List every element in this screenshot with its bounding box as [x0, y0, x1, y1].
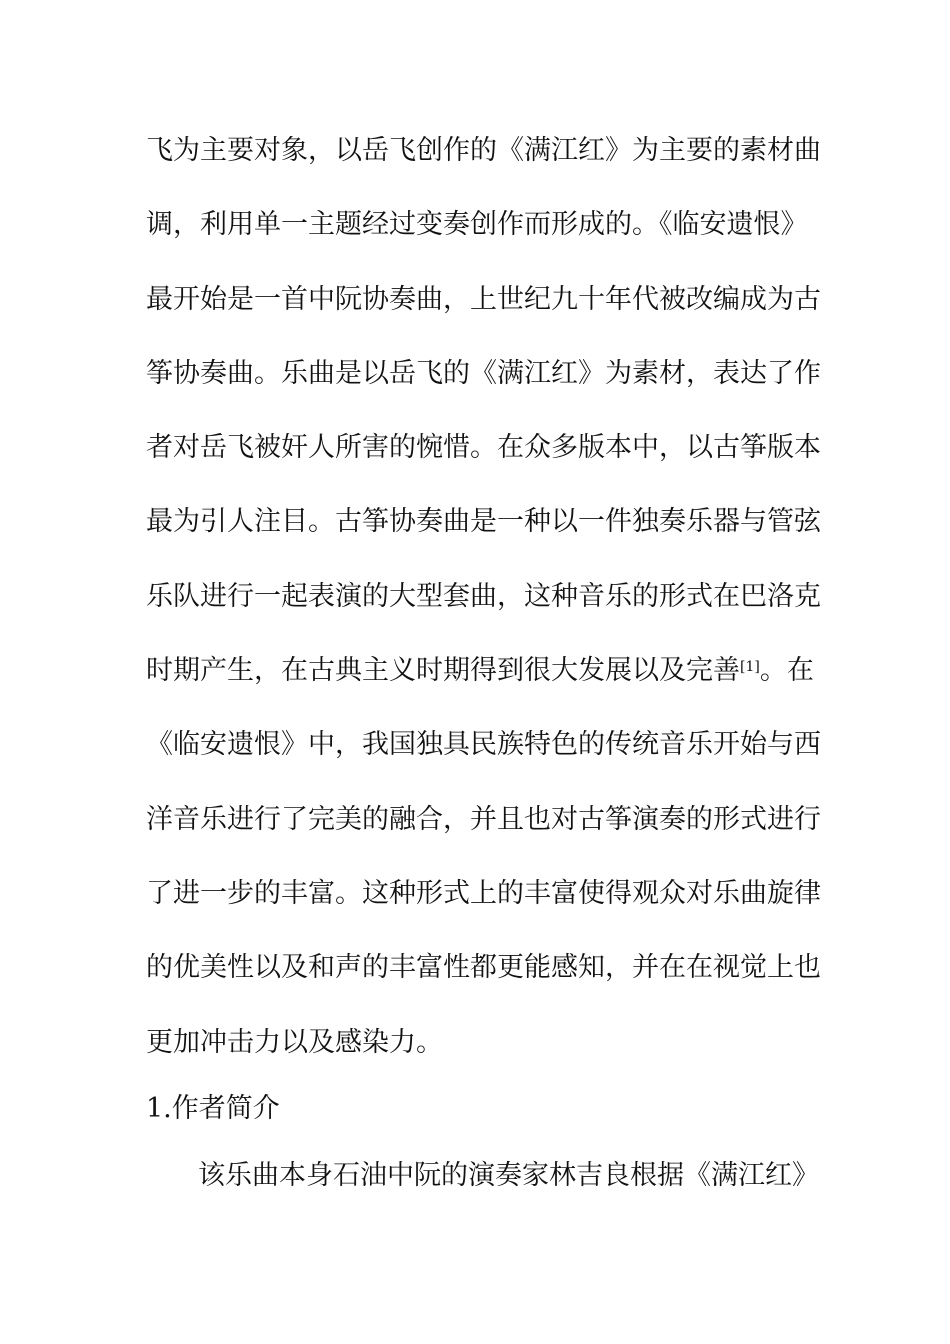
body-text-segment: 。在 [759, 655, 814, 686]
body-text-line: 调，利用单一主题经过变奏创作而形成的。《临安遗恨》 [146, 209, 808, 240]
body-text-line: 最开始是一首中阮协奏曲，上世纪九十年代被改编成为古 [146, 284, 821, 315]
body-text-line: 筝协奏曲。乐曲是以岳飞的《满江红》为素材，表达了作 [146, 358, 821, 389]
body-text-line: 更加冲击力以及感染力。 [146, 1027, 443, 1058]
body-text-line: 者对岳飞被奸人所害的惋惜。在众多版本中，以古筝版本 [146, 432, 821, 463]
body-text-line: 的优美性以及和声的丰富性都更能感知，并在在视觉上也 [146, 952, 821, 983]
body-text-line: 《临安遗恨》中，我国独具民族特色的传统音乐开始与西 [146, 729, 821, 760]
body-text-line: 乐队进行一起表演的大型套曲，这种音乐的形式在巴洛克 [146, 581, 821, 612]
body-text-line: 洋音乐进行了完美的融合，并且也对古筝演奏的形式进行 [146, 804, 821, 835]
body-text-line: 了进一步的丰富。这种形式上的丰富使得观众对乐曲旋律 [146, 878, 821, 909]
body-text-line: 该乐曲本身石油中阮的演奏家林吉良根据《满江红》 [198, 1160, 819, 1191]
section-heading: 1.作者简介 [146, 1093, 280, 1124]
body-text-line: 飞为主要对象，以岳飞创作的《满江红》为主要的素材曲 [146, 135, 821, 166]
body-text-line: 最为引人注目。古筝协奏曲是一种以一件独奏乐器与管弦 [146, 506, 821, 537]
body-text-line-with-citation [146, 653, 814, 689]
citation-reference: [1] [740, 659, 760, 675]
body-text-segment: 时期产生，在古典主义时期得到很大发展以及完善 [146, 655, 740, 686]
